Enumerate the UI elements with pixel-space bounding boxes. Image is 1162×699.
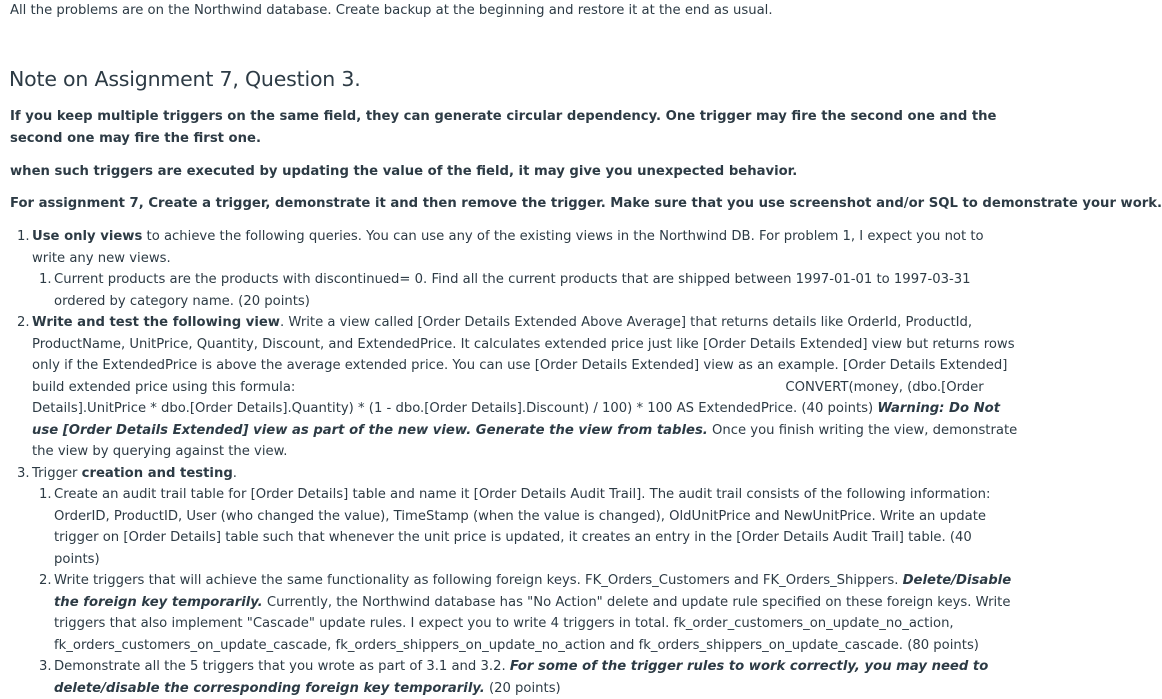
question-bold-lead: Use only views (32, 229, 143, 244)
subquestion-text-continued: (20 points) (484, 680, 561, 696)
question-3-3 (0, 656, 1020, 699)
question-number: 2. (17, 315, 30, 330)
question-tail: Once you finish writing the view, demonstrate the view by querying against the view. (32, 422, 1018, 459)
intro-text: All the problems are on the Northwind database. Create backup at the beginning and restore it at the end as usual. (10, 3, 773, 18)
subquestion-emphasis: For some of the trigger rules to work correctly, you may need to delete/disable the corresponding foreign key temporarily. (54, 659, 989, 696)
question-lead: Trigger (32, 465, 82, 481)
question-3-1 (0, 484, 1020, 570)
subquestion-emphasis: Delete/Disable the foreign key temporarily. (54, 573, 1012, 610)
warning-text: Warning: Do Not use [Order Details Extended] view as part of the new view. Generate the view from tables. (32, 401, 1001, 438)
question-bold-lead: creation and testing (81, 465, 233, 481)
paragraph-unexpected-behavior: when such triggers are executed by updating the value of the field, it may give you unexpected behavior. (10, 164, 798, 179)
subquestion-text: Current products are the products with discontinued= 0. Find all the current products that are shipped between 1997-01-01 to 1997-03-31 ordered by category name. (20 points) (54, 272, 971, 309)
subquestion-text: Demonstrate all the 5 triggers that you wrote as part of 3.1 and 3.2. (54, 659, 510, 674)
subquestion-number: 3. (39, 659, 52, 674)
paragraph-circular-dependency: If you keep multiple triggers on the same field, they can generate circular dependency. One trigger may fire the second one and the second one may fire the first one. (10, 109, 997, 146)
question-2 (0, 312, 1020, 463)
page-heading: Note on Assignment 7, Question 3. (9, 67, 361, 91)
question-1-1 (0, 269, 1020, 312)
question-1 (0, 226, 1020, 269)
question-3-2 (0, 570, 1020, 656)
question-number: 3. (17, 465, 30, 481)
question-text: . Write a view called [Order Details Extended Above Average] that returns details like OrderId, ProductId, ProductName, UnitPrice, Quantity, Discount, and ExtendedPrice. It calculates extended price just like [Order Details Extended] view but returns rows only if the ExtendedPrice is above the average extended price. You can use [Order Details Extended] view as an example. [Order Details Extended] build extended price using this formula: (32, 315, 1015, 395)
question-3 (0, 463, 1020, 485)
question-list (0, 226, 1020, 699)
question-points: (40 points) (797, 401, 878, 416)
extended-price-formula: CONVERT(money, (dbo.[Order Details].UnitPrice * dbo.[Order Details].Quantity) * (1 - dbo.[Order Details].Discount) / 100) * 100 AS ExtendedPrice. (32, 379, 984, 416)
subquestion-text: Write triggers that will achieve the same functionality as following foreign keys. FK_Orders_Customers and FK_Orders_Shippers. (54, 573, 903, 588)
subquestion-number: 1. (39, 487, 52, 502)
subquestion-text-continued: Currently, the Northwind database has "No Action" delete and update rule specified on these foreign keys. Write triggers that also implement "Cascade" update rules. I expect you to write 4 triggers in total. fk_order_customers_on_update_no_action, fk_orders_customers_on_update_cascade, fk_orders_shippers_on_update_no_action and fk_orders_shippers_on_update_cascade. (80 points) (54, 594, 1011, 653)
subquestion-text: Create an audit trail table for [Order Details] table and name it [Order Details Audit Trail]. The audit trail consists of the following information: OrderID, ProductID, User (who changed the value), TimeStamp (when the value is changed), OldUnitPrice and NewUnitPrice. Write an update trigger on [Order Details] table such that whenever the unit price is updated, it creates an entry in the [Order Details Audit Trail] table. (40 points) (54, 487, 991, 567)
question-bold-lead: Write and test the following view (32, 315, 280, 330)
question-tail: . (232, 465, 237, 481)
paragraph-assignment-instructions: For assignment 7, Create a trigger, demonstrate it and then remove the trigger. Make sure that you use screenshot and/or SQL to demonstrate your work. (10, 196, 1162, 211)
question-text: to achieve the following queries. You can use any of the existing views in the Northwind DB. For problem 1, I expect you not to write any new views. (32, 229, 984, 266)
question-number: 1. (17, 229, 30, 244)
subquestion-number: 1. (39, 272, 52, 287)
subquestion-number: 2. (39, 573, 52, 588)
